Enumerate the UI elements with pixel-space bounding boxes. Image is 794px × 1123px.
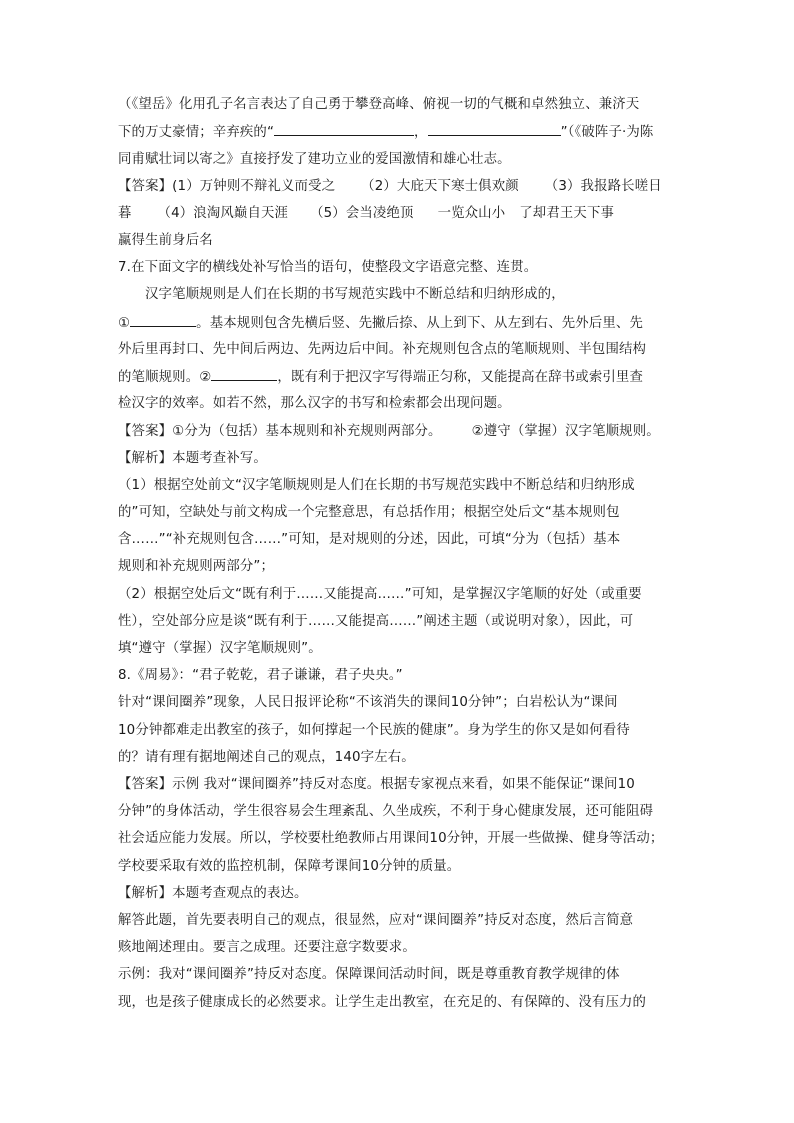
answer-item: 【答案】(1）万钟则不辩礼义而受之 bbox=[118, 179, 336, 194]
line-segment: ① bbox=[118, 316, 131, 331]
text-line bbox=[118, 367, 643, 388]
fill-blank-2 bbox=[428, 122, 561, 136]
analysis-label: 【解析】本题考查补写。 bbox=[118, 451, 267, 466]
answer-item: （4）浪淘风巅自天涯 bbox=[157, 206, 289, 221]
text-line: 针对“课间圈养”现象，人民日报评论称“不该消失的课间10分钟”；白岩松认为“课间 bbox=[118, 695, 618, 710]
text-line: （1）根据空处前文“汉字笔顺规则是人们在长期的书写规范实践中不断总结和归纳形成 bbox=[118, 478, 635, 493]
answer-line: 【答案】示例 我对“课间圈养”持反对态度。根据专家视点来看，如果不能保证“课间10 bbox=[118, 777, 635, 792]
answer-line bbox=[118, 204, 614, 224]
text-line: 规则和补充规则两部分”； bbox=[118, 559, 275, 574]
text-line: 性），空处部分应是谈“既有利于……又能提高……”阐述主题（或说明对象），因此，可 bbox=[118, 614, 634, 629]
text-line: 含……”“补充规则包含……”可知，是对规则的分述，因此，可填“分为（包括）基本 bbox=[118, 532, 621, 547]
fill-blank-3 bbox=[130, 313, 196, 327]
text-line: 检汉字的效率。如若不然，那么汉字的书写和检索都会出现问题。 bbox=[118, 396, 511, 411]
answer-line bbox=[118, 422, 660, 442]
fill-blank-4 bbox=[211, 367, 277, 381]
text-line bbox=[118, 313, 643, 334]
text-line bbox=[118, 122, 653, 143]
fill-blank-1 bbox=[274, 122, 414, 136]
text-line: 解答此题，首先要表明自己的观点，很显然，应对“课间圈养”持反对态度，然后言简意 bbox=[118, 913, 634, 928]
answer-item: （3）我报路长嗟日 bbox=[544, 179, 662, 194]
text-line: 的”可知，空缺处与前文构成一个完整意思，有总括作用；根据空处后文“基本规则包 bbox=[118, 505, 620, 520]
text-line: 赅地阐述理由。要言之成理。还要注意字数要求。 bbox=[118, 940, 416, 955]
answer-item: 一览众山小 bbox=[437, 206, 506, 221]
answer-item: 【答案】①分为（包括）基本规则和补充规则两部分。 bbox=[118, 424, 442, 439]
analysis-label: 【解析】本题考查观点的表达。 bbox=[118, 886, 308, 901]
text-line: 汉字笔顺规则是人们在长期的书写规范实践中不断总结和归纳形成的， bbox=[145, 287, 565, 302]
text-line: 学校要采取有效的监控机制，保障考课间10分钟的质量。 bbox=[118, 859, 461, 874]
text-line: 现，也是孩子健康成长的必然要求。让学生走出教室，在充足的、有保障的、没有压力的 bbox=[118, 995, 647, 1010]
text-line: 同甫赋壮词以寄之》直接抒发了建功立业的爱国激情和雄心壮志。 bbox=[118, 152, 511, 167]
question-title: 8.《周易》：“君子乾乾，君子谦谦，君子央央。” bbox=[118, 668, 403, 683]
text-line: 的？请有理有据地阐述自己的观点，140字左右。 bbox=[118, 750, 415, 765]
answer-item: （5）会当凌绝顶 bbox=[310, 206, 414, 221]
answer-item: ②遵守（掌握）汉字笔顺规则。 bbox=[471, 424, 660, 439]
line-segment: ”（《破阵子·为陈 bbox=[560, 125, 654, 140]
text-line: 10分钟都难走出教室的孩子，如何撑起一个民族的健康”。身为学生的你又是如何看待 bbox=[118, 723, 630, 738]
line-segment: 下的万丈豪情；辛弃疾的“ bbox=[118, 125, 275, 140]
question-title: 7.在下面文字的横线处补写恰当的语句，使整段文字语意完整、连贯。 bbox=[118, 260, 538, 275]
answer-item: 暮 bbox=[118, 206, 132, 221]
line-segment: 的笔顺规则。② bbox=[118, 370, 212, 385]
text-line: 社会适应能力发展。所以，学校要杜绝教师占用课间10分钟，开展一些做操、健身等活动； bbox=[118, 831, 664, 846]
text-line: 示例：我对“课间圈养”持反对态度。保障课间活动时间，既是尊重教育教学规律的体 bbox=[118, 967, 620, 982]
answer-item: 了却君王天下事 bbox=[519, 206, 615, 221]
text-line: 分钟”的身体活动，学生很容易会生理紊乱、久坐成疾，不利于身心健康发展，还可能阻碍 bbox=[118, 804, 654, 819]
answer-line bbox=[118, 177, 662, 197]
text-line: 填“遵守（掌握）汉字笔顺规则”。 bbox=[118, 641, 322, 656]
text-line: （2）根据空处后文“既有利于……又能提高……”可知，是掌握汉字笔顺的好处（或重要 bbox=[118, 587, 642, 602]
line-segment: 。基本规则包含先横后竖、先撇后捺、从上到下、从左到右、先外后里、先 bbox=[196, 316, 643, 331]
answer-item: （2）大庇天下寒士俱欢颜 bbox=[361, 179, 519, 194]
line-segment: ， bbox=[414, 125, 428, 140]
text-line: （《望岳》化用孔子名言表达了自己勇于攀登高峰、俯视一切的气概和卓然独立、兼济天 bbox=[118, 97, 640, 112]
answer-line: 赢得生前身后名 bbox=[118, 233, 213, 248]
text-line: 外后里再封口、先中间后两边、先两边后中间。补充规则包含点的笔顺规则、半包围结构 bbox=[118, 342, 647, 357]
line-segment: ，既有利于把汉字写得端正匀称，又能提高在辞书或索引里查 bbox=[277, 370, 644, 385]
